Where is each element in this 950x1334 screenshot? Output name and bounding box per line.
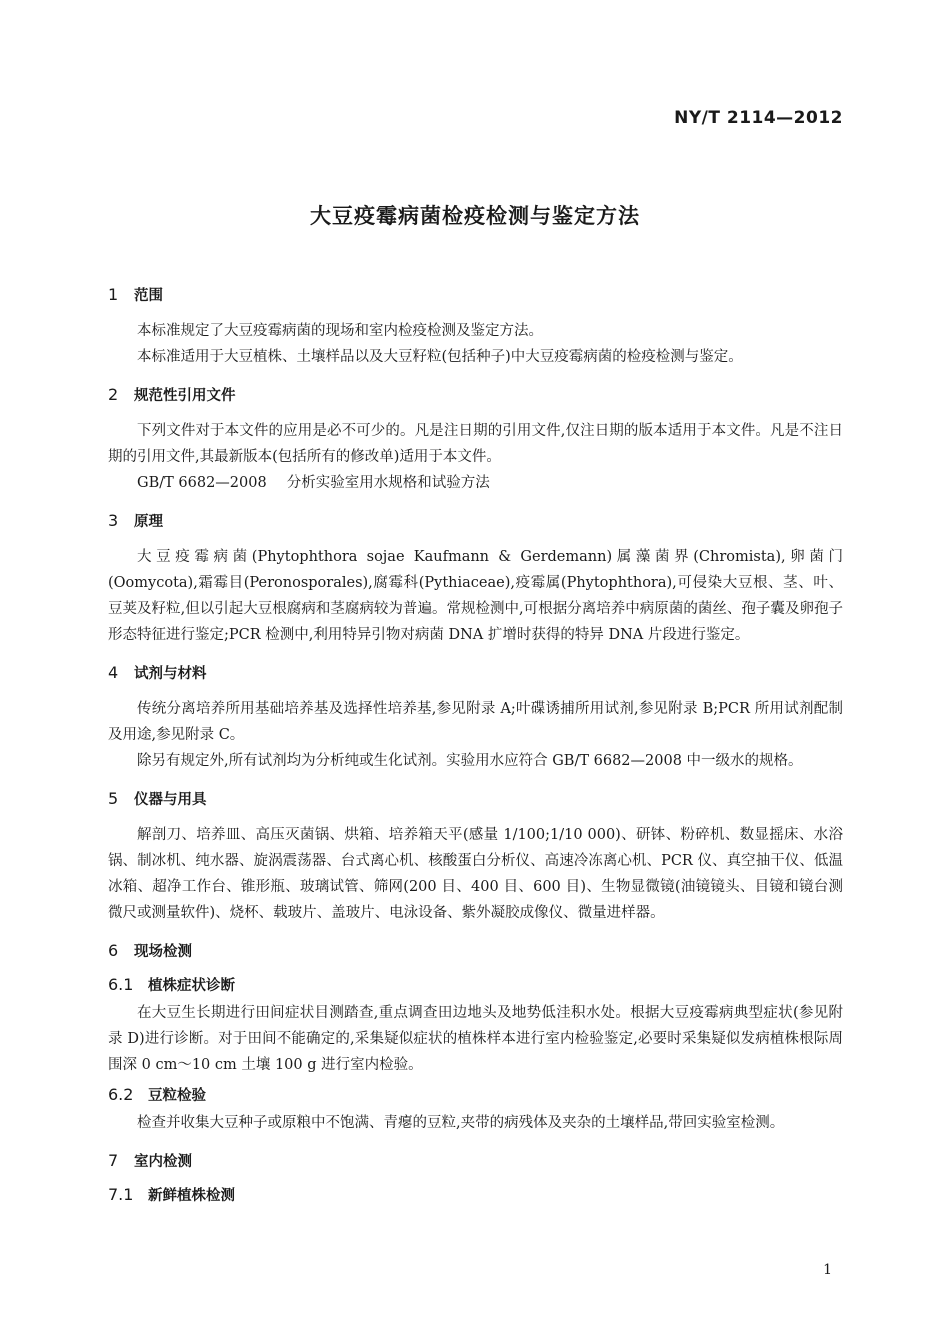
section-number: 3 (108, 511, 119, 530)
section-heading-2 (108, 384, 843, 404)
subsection-title: 植株症状诊断 (148, 978, 235, 994)
subsection-title: 豆粒检验 (148, 1088, 206, 1104)
document-body (108, 270, 843, 1210)
page-number: 1 (823, 1262, 832, 1278)
section-title: 规范性引用文件 (134, 388, 236, 404)
standard-code: NY/T 2114—2012 (674, 108, 843, 128)
paragraph: 下列文件对于本文件的应用是必不可少的。凡是注日期的引用文件,仅注日期的版本适用于本文件。凡是不注日期的引用文件,其最新版本(包括所有的修改单)适用于本文件。 (108, 423, 843, 465)
section-title: 范围 (134, 288, 163, 304)
section-heading-5 (108, 788, 843, 808)
section-heading-3 (108, 510, 843, 530)
subsection-number: 6.1 (108, 975, 134, 994)
section-heading-1 (108, 284, 843, 304)
paragraph: 除另有规定外,所有试剂均为分析纯或生化试剂。实验用水应符合 GB/T 6682—2008 中一级水的规格。 (137, 753, 803, 769)
subsection-title: 新鲜植株检测 (148, 1188, 235, 1204)
subsection-number: 7.1 (108, 1185, 134, 1204)
section-title: 原理 (134, 514, 163, 530)
subsection-heading-7-1 (108, 1184, 843, 1206)
section-number: 6 (108, 941, 119, 960)
section-heading-7 (108, 1150, 843, 1170)
section-number: 1 (108, 285, 119, 304)
section-number: 7 (108, 1151, 119, 1170)
paragraph: 在大豆生长期进行田间症状目测踏查,重点调查田边地头及地势低洼积水处。根据大豆疫霉病典型症状(参见附录 D)进行诊断。对于田间不能确定的,采集疑似症状的植株样本进行室内检验鉴定,必要时采集疑似发病植株根际周围深 0 cm～10 cm 土壤 100 g 进行室内检验。 (108, 1005, 843, 1073)
section-heading-4 (108, 662, 843, 682)
reference-code: GB/T 6682—2008 (137, 475, 267, 491)
section-title: 室内检测 (134, 1154, 192, 1170)
paragraph: 检查并收集大豆种子或原粮中不饱满、青瘪的豆粒,夹带的病残体及夹杂的土壤样品,带回实验室检测。 (137, 1115, 785, 1131)
document-title: 大豆疫霉病菌检疫检测与鉴定方法 (310, 204, 640, 228)
paragraph: 大豆疫霉病菌(Phytophthora sojae Kaufmann & Gerdemann)属藻菌界(Chromista),卵菌门(Oomycota),霜霉目(Peronosporales),腐霉科(Pythiaceae),疫霉属(Phytophthora),可侵染大豆根、茎、叶、豆荚及籽粒,但以引起大豆根腐病和茎腐病较为普遍。常规检测中,可根据分离培养中病原菌的菌丝、孢子囊及卵孢子形态特征进行鉴定;PCR 检测中,利用特异引物对病菌 DNA 扩增时获得的特异 DNA 片段进行鉴定。 (108, 549, 843, 643)
reference-title: 分析实验室用水规格和试验方法 (286, 475, 490, 491)
subsection-number: 6.2 (108, 1085, 134, 1104)
normative-reference (108, 470, 843, 496)
section-number: 2 (108, 385, 119, 404)
section-heading-6 (108, 940, 843, 960)
subsection-heading-6-2 (108, 1084, 843, 1106)
section-title: 现场检测 (134, 944, 192, 960)
section-title: 试剂与材料 (134, 666, 207, 682)
section-number: 4 (108, 663, 119, 682)
section-title: 仪器与用具 (134, 792, 207, 808)
paragraph: 本标准适用于大豆植株、土壤样品以及大豆籽粒(包括种子)中大豆疫霉病菌的检疫检测与鉴定。 (137, 349, 743, 365)
subsection-heading-6-1 (108, 974, 843, 996)
paragraph: 解剖刀、培养皿、高压灭菌锅、烘箱、培养箱天平(感量 1/100;1/10 000)、研钵、粉碎机、数显摇床、水浴锅、制冰机、纯水器、旋涡震荡器、台式离心机、核酸蛋白分析仪、高速冷冻离心机、PCR 仪、真空抽干仪、低温冰箱、超净工作台、锥形瓶、玻璃试管、筛网(200 目、400 目、600 目)、生物显微镜(油镜镜头、目镜和镜台测微尺或测量软件)、烧杯、载玻片、盖玻片、电泳设备、紫外凝胶成像仪、微量进样器。 (108, 827, 843, 921)
paragraph: 本标准规定了大豆疫霉病菌的现场和室内检疫检测及鉴定方法。 (137, 323, 543, 339)
section-number: 5 (108, 789, 119, 808)
paragraph: 传统分离培养所用基础培养基及选择性培养基,参见附录 A;叶碟诱捕所用试剂,参见附录 B;PCR 所用试剂配制及用途,参见附录 C。 (108, 701, 843, 743)
